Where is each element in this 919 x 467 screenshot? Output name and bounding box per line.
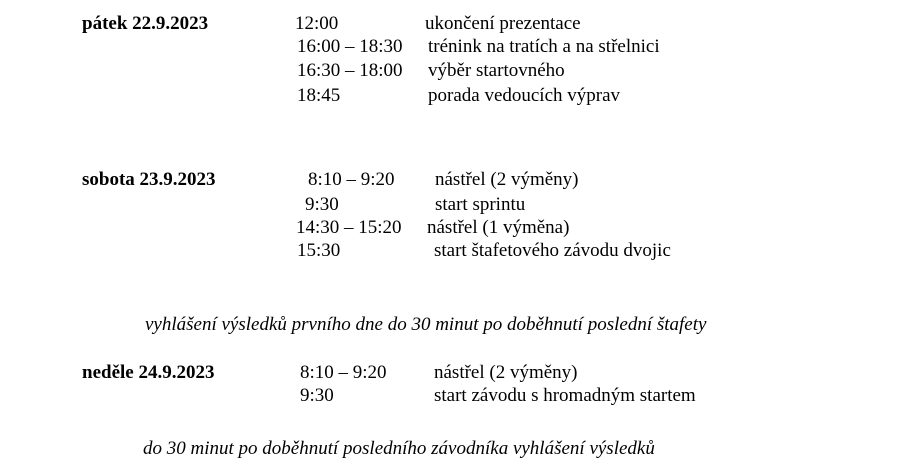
friday-event-1: ukončení prezentace (425, 13, 581, 34)
saturday-time-1: 8:10 – 9:20 (308, 169, 395, 190)
sunday-time-1: 8:10 – 9:20 (300, 362, 387, 383)
saturday-time-4: 15:30 (297, 240, 341, 261)
saturday-event-4: start štafetového závodu dvojic (434, 240, 671, 261)
friday-time-4: 18:45 (297, 85, 341, 106)
sunday-event-1: nástřel (2 výměny) (434, 362, 578, 383)
friday-time-2: 16:00 – 18:30 (297, 36, 403, 57)
saturday-results-note: vyhlášení výsledků prvního dne do 30 minut po doběhnutí poslední štafety (145, 314, 707, 335)
saturday-time-3: 14:30 – 15:20 (296, 217, 402, 238)
saturday-time-2: 9:30 (305, 194, 339, 215)
sunday-event-2: start závodu s hromadným startem (434, 385, 696, 406)
saturday-heading: sobota 23.9.2023 (82, 169, 216, 190)
friday-event-2: trénink na tratích a na střelnici (428, 36, 660, 57)
friday-event-3: výběr startovného (428, 60, 565, 81)
saturday-event-2: start sprintu (435, 194, 526, 215)
saturday-event-1: nástřel (2 výměny) (435, 169, 579, 190)
friday-time-3: 16:30 – 18:00 (297, 60, 403, 81)
friday-heading: pátek 22.9.2023 (82, 13, 209, 34)
sunday-heading: neděle 24.9.2023 (82, 362, 215, 383)
sunday-results-note: do 30 minut po doběhnutí posledního závodníka vyhlášení výsledků (143, 438, 655, 459)
sunday-time-2: 9:30 (300, 385, 334, 406)
friday-event-4: porada vedoucích výprav (428, 85, 621, 106)
friday-time-1: 12:00 (295, 13, 339, 34)
saturday-event-3: nástřel (1 výměna) (427, 217, 570, 238)
